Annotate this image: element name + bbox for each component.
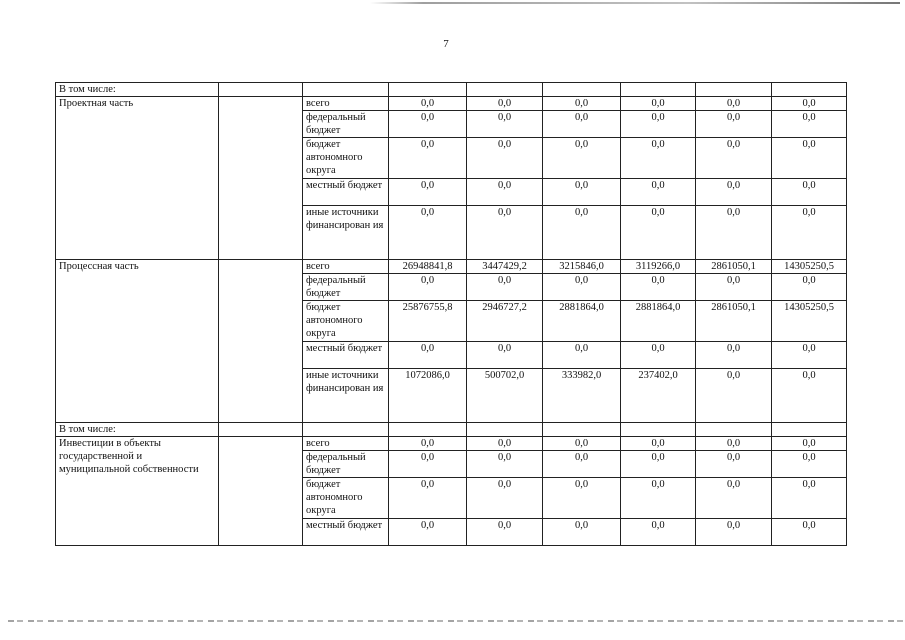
empty-cell bbox=[467, 423, 543, 437]
empty-cell bbox=[219, 83, 303, 97]
group-name-cell: Проектная часть bbox=[56, 97, 219, 260]
amount-cell: 0,0 bbox=[696, 206, 772, 260]
amount-cell: 0,0 bbox=[389, 206, 467, 260]
subheading-cell: В том числе: bbox=[56, 423, 219, 437]
amount-cell: 0,0 bbox=[621, 138, 696, 179]
table-row bbox=[56, 437, 847, 451]
amount-cell: 1072086,0 bbox=[389, 369, 467, 423]
group-name-cell: Процессная часть bbox=[56, 260, 219, 423]
amount-cell: 0,0 bbox=[467, 342, 543, 369]
amount-cell: 0,0 bbox=[467, 451, 543, 478]
funding-source-label: иные источники финансирован ия bbox=[303, 206, 389, 260]
amount-cell: 0,0 bbox=[621, 519, 696, 546]
funding-source-label: федеральный бюджет bbox=[303, 451, 389, 478]
empty-cell bbox=[772, 423, 847, 437]
amount-cell: 0,0 bbox=[621, 274, 696, 301]
amount-cell: 2861050,1 bbox=[696, 260, 772, 274]
amount-cell: 0,0 bbox=[696, 519, 772, 546]
funding-source-label: всего bbox=[303, 260, 389, 274]
amount-cell: 0,0 bbox=[389, 274, 467, 301]
amount-cell: 0,0 bbox=[621, 451, 696, 478]
amount-cell: 0,0 bbox=[621, 97, 696, 111]
empty-cell bbox=[219, 437, 303, 546]
amount-cell: 0,0 bbox=[772, 206, 847, 260]
group-name-cell: Инвестиции в объекты государственной и муниципальной собственности bbox=[56, 437, 219, 546]
amount-cell: 0,0 bbox=[772, 111, 847, 138]
amount-cell: 3215846,0 bbox=[543, 260, 621, 274]
amount-cell: 0,0 bbox=[696, 451, 772, 478]
amount-cell: 0,0 bbox=[389, 478, 467, 519]
amount-cell: 0,0 bbox=[696, 111, 772, 138]
funding-source-label: местный бюджет bbox=[303, 342, 389, 369]
amount-cell: 0,0 bbox=[696, 478, 772, 519]
amount-cell: 2946727,2 bbox=[467, 301, 543, 342]
amount-cell: 0,0 bbox=[389, 97, 467, 111]
amount-cell: 0,0 bbox=[467, 111, 543, 138]
empty-cell bbox=[696, 83, 772, 97]
amount-cell: 0,0 bbox=[696, 437, 772, 451]
empty-cell bbox=[219, 97, 303, 260]
amount-cell: 0,0 bbox=[543, 478, 621, 519]
empty-cell bbox=[543, 83, 621, 97]
funding-source-label: иные источники финансирован ия bbox=[303, 369, 389, 423]
scan-artifact-bottom bbox=[8, 620, 903, 622]
amount-cell: 3119266,0 bbox=[621, 260, 696, 274]
amount-cell: 0,0 bbox=[389, 437, 467, 451]
amount-cell: 0,0 bbox=[389, 111, 467, 138]
amount-cell: 0,0 bbox=[467, 519, 543, 546]
amount-cell: 0,0 bbox=[543, 342, 621, 369]
page-number: 7 bbox=[443, 38, 449, 50]
empty-cell bbox=[303, 83, 389, 97]
empty-cell bbox=[696, 423, 772, 437]
budget-table-body bbox=[56, 83, 847, 546]
amount-cell: 0,0 bbox=[772, 519, 847, 546]
funding-source-label: бюджет автономного округа bbox=[303, 301, 389, 342]
amount-cell: 0,0 bbox=[543, 274, 621, 301]
empty-cell bbox=[303, 423, 389, 437]
funding-source-label: бюджет автономного округа bbox=[303, 138, 389, 179]
amount-cell: 0,0 bbox=[696, 179, 772, 206]
funding-source-label: местный бюджет bbox=[303, 179, 389, 206]
amount-cell: 0,0 bbox=[772, 342, 847, 369]
funding-source-label: федеральный бюджет bbox=[303, 274, 389, 301]
funding-source-label: местный бюджет bbox=[303, 519, 389, 546]
amount-cell: 0,0 bbox=[467, 478, 543, 519]
amount-cell: 0,0 bbox=[543, 519, 621, 546]
amount-cell: 0,0 bbox=[696, 138, 772, 179]
empty-cell bbox=[772, 83, 847, 97]
empty-cell bbox=[543, 423, 621, 437]
amount-cell: 0,0 bbox=[621, 478, 696, 519]
funding-source-label: всего bbox=[303, 437, 389, 451]
table-row bbox=[56, 97, 847, 111]
amount-cell: 333982,0 bbox=[543, 369, 621, 423]
subheading-cell: В том числе: bbox=[56, 83, 219, 97]
scan-artifact-top bbox=[370, 2, 900, 4]
amount-cell: 0,0 bbox=[389, 138, 467, 179]
amount-cell: 0,0 bbox=[543, 111, 621, 138]
amount-cell: 0,0 bbox=[772, 451, 847, 478]
amount-cell: 0,0 bbox=[389, 179, 467, 206]
empty-cell bbox=[621, 83, 696, 97]
empty-cell bbox=[389, 83, 467, 97]
budget-table bbox=[55, 82, 847, 546]
amount-cell: 2861050,1 bbox=[696, 301, 772, 342]
amount-cell: 0,0 bbox=[621, 179, 696, 206]
amount-cell: 2881864,0 bbox=[621, 301, 696, 342]
amount-cell: 14305250,5 bbox=[772, 260, 847, 274]
amount-cell: 0,0 bbox=[696, 97, 772, 111]
subheading-row bbox=[56, 423, 847, 437]
empty-cell bbox=[621, 423, 696, 437]
funding-source-label: бюджет автономного округа bbox=[303, 478, 389, 519]
amount-cell: 237402,0 bbox=[621, 369, 696, 423]
amount-cell: 0,0 bbox=[543, 179, 621, 206]
amount-cell: 2881864,0 bbox=[543, 301, 621, 342]
amount-cell: 0,0 bbox=[772, 437, 847, 451]
empty-cell bbox=[467, 83, 543, 97]
amount-cell: 0,0 bbox=[696, 342, 772, 369]
amount-cell: 0,0 bbox=[772, 179, 847, 206]
amount-cell: 0,0 bbox=[467, 274, 543, 301]
amount-cell: 0,0 bbox=[467, 179, 543, 206]
amount-cell: 0,0 bbox=[543, 451, 621, 478]
amount-cell: 0,0 bbox=[621, 206, 696, 260]
table-row bbox=[56, 260, 847, 274]
funding-source-label: федеральный бюджет bbox=[303, 111, 389, 138]
amount-cell: 0,0 bbox=[543, 138, 621, 179]
amount-cell: 0,0 bbox=[772, 478, 847, 519]
empty-cell bbox=[389, 423, 467, 437]
amount-cell: 14305250,5 bbox=[772, 301, 847, 342]
amount-cell: 0,0 bbox=[621, 111, 696, 138]
amount-cell: 25876755,8 bbox=[389, 301, 467, 342]
amount-cell: 0,0 bbox=[543, 437, 621, 451]
amount-cell: 0,0 bbox=[543, 206, 621, 260]
amount-cell: 0,0 bbox=[772, 97, 847, 111]
amount-cell: 0,0 bbox=[467, 97, 543, 111]
amount-cell: 0,0 bbox=[467, 138, 543, 179]
amount-cell: 0,0 bbox=[621, 437, 696, 451]
amount-cell: 0,0 bbox=[467, 206, 543, 260]
amount-cell: 0,0 bbox=[543, 97, 621, 111]
empty-cell bbox=[219, 423, 303, 437]
amount-cell: 0,0 bbox=[389, 451, 467, 478]
amount-cell: 0,0 bbox=[389, 342, 467, 369]
amount-cell: 500702,0 bbox=[467, 369, 543, 423]
amount-cell: 0,0 bbox=[772, 274, 847, 301]
amount-cell: 0,0 bbox=[389, 519, 467, 546]
amount-cell: 0,0 bbox=[696, 369, 772, 423]
subheading-row bbox=[56, 83, 847, 97]
amount-cell: 3447429,2 bbox=[467, 260, 543, 274]
amount-cell: 26948841,8 bbox=[389, 260, 467, 274]
empty-cell bbox=[219, 260, 303, 423]
funding-source-label: всего bbox=[303, 97, 389, 111]
amount-cell: 0,0 bbox=[772, 138, 847, 179]
amount-cell: 0,0 bbox=[696, 274, 772, 301]
amount-cell: 0,0 bbox=[621, 342, 696, 369]
amount-cell: 0,0 bbox=[467, 437, 543, 451]
amount-cell: 0,0 bbox=[772, 369, 847, 423]
